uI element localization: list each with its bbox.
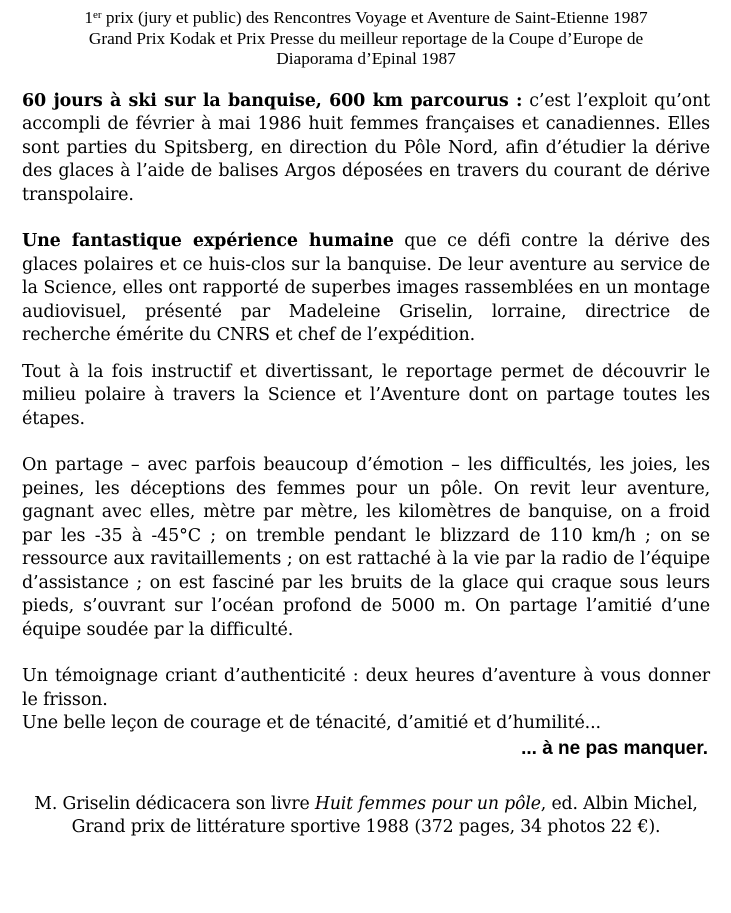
award-line-2: Grand Prix Kodak et Prix Presse du meilleur reportage de la Coupe d’Europe de <box>88 28 644 48</box>
experience-text: que ce défi contre la dérive des glaces polaires et ce huis-clos sur la banquise. De leur aventure au service de la Science, elles ont rapporté de superbes images rassemblées en un montage audiovisuel, présenté par Madeleine Griselin, lorraine, directrice de recherche émérite du CNRS et chef de l’expédition. <box>22 231 710 345</box>
experience-paragraph <box>22 230 710 348</box>
footer-line-2: Grand prix de littérature sportive 1988 (372 pages, 34 photos 22 €). <box>71 817 661 837</box>
award-line-1-text: prix (jury et public) des Rencontres Voyage et Aventure de Saint-Etienne 1987 <box>101 8 648 27</box>
instructive-paragraph: Tout à la fois instructif et divertissant, le reportage permet de découvrir le milieu polaire à travers la Science et l’Aventure dont on partage toutes les étapes. <box>22 361 710 429</box>
flyer-page <box>22 8 710 840</box>
footer-line-1 <box>22 793 710 817</box>
intro-paragraph <box>22 90 710 208</box>
footer-intro-text: M. Griselin dédicacera son livre <box>34 793 315 814</box>
book-signing-footer <box>22 793 710 840</box>
award-ordinal-number: 1 <box>84 8 93 27</box>
book-title: Huit femmes pour un pôle <box>314 793 541 814</box>
intro-text: c’est l’exploit qu’ont accompli de février à mai 1986 huit femmes françaises et canadiennes. Elles sont parties du Spitsberg, en direction du Pôle Nord, afin d’étudier la dérive des glaces à l’aide de balises Argos déposées en travers du courant de dérive transpolaire. <box>22 90 710 205</box>
call-to-action: ... à ne pas manquer. <box>521 737 708 759</box>
award-ordinal-suffix: er <box>92 9 102 21</box>
lesson-line: Une belle leçon de courage et de ténacité, d’amitié et d’humilité... <box>22 713 601 733</box>
testimony-paragraph: Un témoignage criant d’authenticité : deux heures d’aventure à vous donner le frisson. <box>22 666 710 710</box>
intro-headline: 60 jours à ski sur la banquise, 600 km parcourus : <box>22 90 523 111</box>
award-line-1 <box>22 8 710 29</box>
sharing-paragraph: On partage – avec parfois beaucoup d’émotion – les difficultés, les joies, les peines, les déceptions des femmes pour un pôle. On revit leur aventure, gagnant avec elles, mètre par mètre, les kilomètres de banquise, on a froid par les -35 à -45°C ; on tremble pendant le blizzard de 110 km/h ; on se ressource aux ravitaillements ; on est rattaché à la vie par la radio de l’équipe d’assistance ; on est fasciné par les bruits de la glace qui craque sous leurs pieds, s’ouvrant sur l’océan profond de 5000 m. On partage l’amitié d’une équipe soudée par la difficulté. <box>22 455 710 640</box>
award-line-3: Diaporama d’Epinal 1987 <box>276 49 456 68</box>
footer-publisher-text: , ed. Albin Michel, <box>540 793 698 814</box>
experience-headline: Une fantastique expérience humaine <box>22 231 394 251</box>
awards-header <box>22 8 710 70</box>
